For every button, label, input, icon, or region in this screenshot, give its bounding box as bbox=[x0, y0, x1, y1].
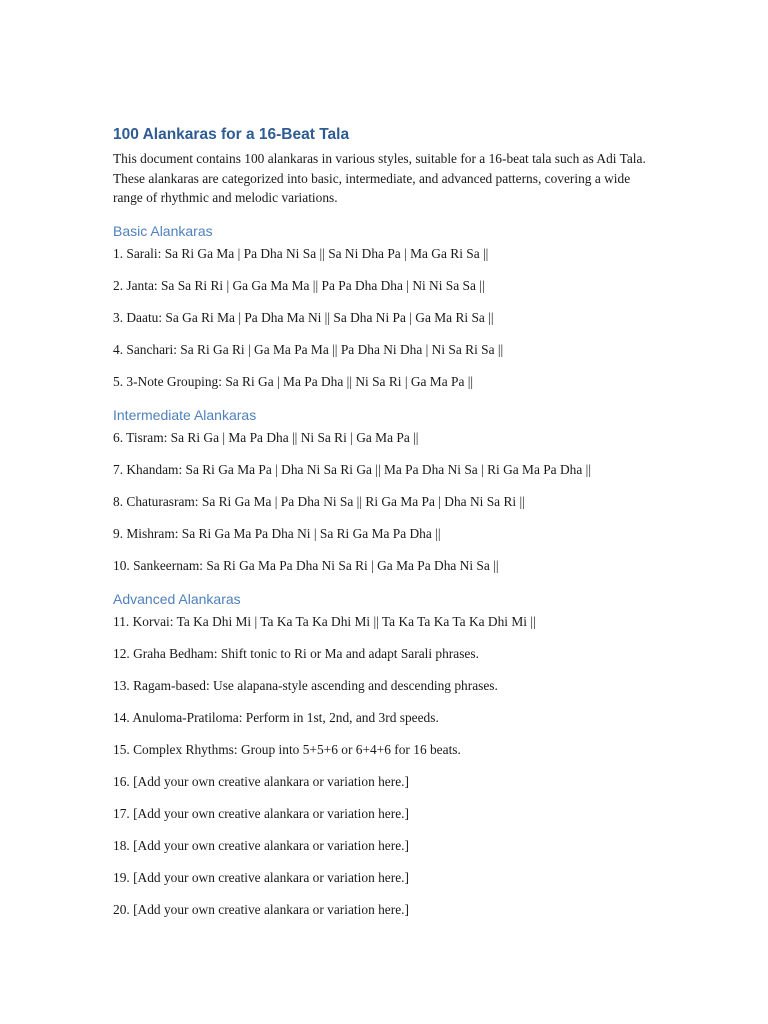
list-item: 7. Khandam: Sa Ri Ga Ma Pa | Dha Ni Sa Ri Ga || Ma Pa Dha Ni Sa | Ri Ga Ma Pa Dha || bbox=[113, 461, 591, 477]
section-heading-intermediate: Intermediate Alankaras bbox=[113, 406, 257, 423]
list-item: 3. Daatu: Sa Ga Ri Ma | Pa Dha Ma Ni || Sa Dha Ni Pa | Ga Ma Ri Sa || bbox=[113, 309, 494, 325]
list-item: 6. Tisram: Sa Ri Ga | Ma Pa Dha || Ni Sa Ri | Ga Ma Pa || bbox=[113, 429, 419, 445]
list-item: 12. Graha Bedham: Shift tonic to Ri or Ma and adapt Sarali phrases. bbox=[113, 645, 479, 661]
list-item: 10. Sankeernam: Sa Ri Ga Ma Pa Dha Ni Sa Ri | Ga Ma Pa Dha Ni Sa || bbox=[113, 557, 499, 573]
list-item: 17. [Add your own creative alankara or variation here.] bbox=[113, 805, 409, 821]
list-item: 1. Sarali: Sa Ri Ga Ma | Pa Dha Ni Sa || Sa Ni Dha Pa | Ma Ga Ri Sa || bbox=[113, 245, 489, 261]
list-item: 20. [Add your own creative alankara or variation here.] bbox=[113, 901, 409, 917]
list-item: 16. [Add your own creative alankara or variation here.] bbox=[113, 773, 409, 789]
list-item: 15. Complex Rhythms: Group into 5+5+6 or 6+4+6 for 16 beats. bbox=[113, 741, 461, 757]
list-item: 4. Sanchari: Sa Ri Ga Ri | Ga Ma Pa Ma || Pa Dha Ni Dha | Ni Sa Ri Sa || bbox=[113, 341, 504, 357]
document-page bbox=[113, 124, 653, 920]
list-item: 11. Korvai: Ta Ka Dhi Mi | Ta Ka Ta Ka Dhi Mi || Ta Ka Ta Ka Ta Ka Dhi Mi || bbox=[113, 613, 536, 629]
list-item: 14. Anuloma-Pratiloma: Perform in 1st, 2nd, and 3rd speeds. bbox=[113, 709, 439, 725]
section-heading-advanced: Advanced Alankaras bbox=[113, 590, 241, 607]
intro-paragraph: This document contains 100 alankaras in various styles, suitable for a 16-beat tala such as Adi Tala. These alankaras are categorized into basic, intermediate, and advanced patterns, covering a wide range of rhythmic and melodic variations. bbox=[113, 151, 646, 206]
list-item: 18. [Add your own creative alankara or variation here.] bbox=[113, 837, 409, 853]
document-title: 100 Alankaras for a 16-Beat Tala bbox=[113, 126, 350, 143]
list-item: 9. Mishram: Sa Ri Ga Ma Pa Dha Ni | Sa Ri Ga Ma Pa Dha || bbox=[113, 525, 441, 541]
list-item: 13. Ragam-based: Use alapana-style ascending and descending phrases. bbox=[113, 677, 498, 693]
list-item: 19. [Add your own creative alankara or variation here.] bbox=[113, 869, 409, 885]
section-heading-basic: Basic Alankaras bbox=[113, 222, 213, 239]
list-item: 8. Chaturasram: Sa Ri Ga Ma | Pa Dha Ni Sa || Ri Ga Ma Pa | Dha Ni Sa Ri || bbox=[113, 493, 525, 509]
list-item: 2. Janta: Sa Sa Ri Ri | Ga Ga Ma Ma || Pa Pa Dha Dha | Ni Ni Sa Sa || bbox=[113, 277, 485, 293]
list-item: 5. 3-Note Grouping: Sa Ri Ga | Ma Pa Dha || Ni Sa Ri | Ga Ma Pa || bbox=[113, 373, 474, 389]
